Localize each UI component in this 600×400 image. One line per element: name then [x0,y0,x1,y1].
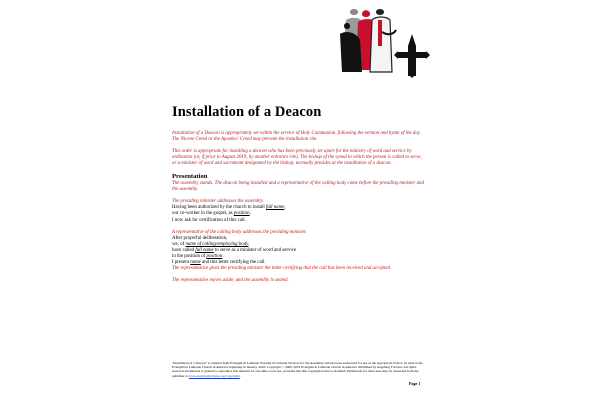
copyright-link[interactable]: www.augsburgfortress.org/copyrights [188,373,240,378]
text-line: Having been authorized by the church to install full name, [172,205,286,211]
page-number: Page 1 [409,381,421,386]
placeholder-field: full name [195,247,214,253]
copyright-text: "Installation of a Deacon" is adapted from Evangelical Lutheran Worship Occasional Services for the Assembly and has been authorized for use as the appropriate form to be used in the Evangelical Lutheran Church in America beginning in January, 2020. Copyright © 2009, 2019 Evangelical Lutheran Church in America. Published by Augsburg Fortress. All rights reserved. Permission is granted to reproduce this material for one-time, local use, provided that this copyright notice is included. Permission for other uses may be requested from the publisher at [172,361,423,378]
intro-rubric: Installation of a Deacon is appropriately set within the service of Holy Communion, following the sermon and hymn of the day. The Nicene Creed or the Apostles' Creed may precede the installation rite. [172,131,421,143]
text-line: have called full name to serve as a minister of word and service [172,247,297,253]
representative-block [172,230,424,273]
rubric-line: The representative gives the presiding minister the letter certifying that the call has been received and accepted. [172,266,392,272]
text-line: our co-worker in the gospel, as position, [172,211,251,217]
copyright-footer: "Installation of a Deacon" is adapted from Evangelical Lutheran Worship Occasional Services for the Assembly and has been authorized for use as the appropriate form to be used in the Evangelical Lutheran Church in America beginning in January, 2020. Copyright © 2009, 2019 Evangelical Lutheran Church in America. Published by Augsburg Fortress. All rights reserved. Permission is granted to reproduce this material for one-time, local use, provided that this copyright notice is included. Permission for other uses may be requested from the publisher at www.augsburgfortress.org/copyrights. [172,361,423,378]
text-line: I now ask for certification of this call. [172,217,246,223]
rubric-line: A representative of the calling body addresses the presiding minister. [172,229,307,235]
deacon-logo-icon [338,6,430,78]
document-body [172,131,424,290]
section-rubric: The assembly stands. The deacon being installed and a representative of the calling body come before the presiding minister and the assembly. [172,181,424,193]
closing-rubric: The representative moves aside, and the assembly is seated. [172,278,289,284]
page-title: Installation of a Deacon [172,104,322,120]
text-line: we, of name of calling/employing body, [172,241,250,247]
intro-rubric: This order is appropriate for installing a deacon who has been previously set apart for the ministry of word and service by ordination (or, if prior to August 2019, by another entrance rite). The bishop of the synod in which the person is called to serve, or a minister of word and sacrament designated by the bishop, normally presides at the installation of a deacon. [172,149,422,167]
text-line: I present name and this letter certifying the call. [172,260,266,266]
text-line: in the position of position. [172,254,224,259]
cross-icon [394,34,430,78]
placeholder-field: position [206,254,223,259]
section-heading: Presentation [172,173,208,181]
placeholder-field: name of calling/employing body [185,241,249,247]
placeholder-field: full name [265,205,285,211]
placeholder-field: name [190,260,201,266]
rubric-line: The presiding minister addresses the assembly. [172,199,264,205]
presiding-minister-block [172,199,424,223]
text-line: After prayerful deliberation, [172,235,228,241]
placeholder-field: position [233,211,250,217]
